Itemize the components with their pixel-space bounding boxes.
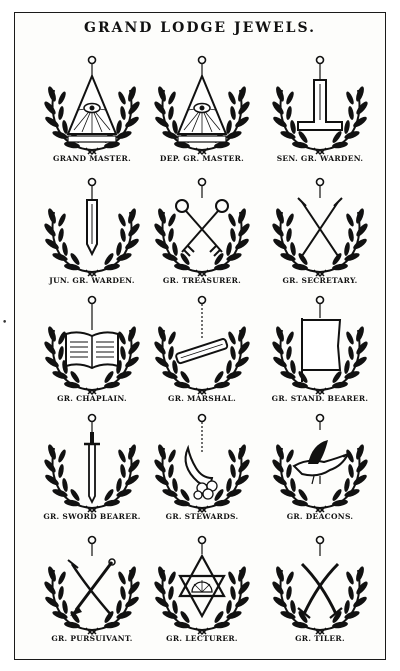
jewel-label: SEN. GR. WARDEN. — [276, 154, 364, 163]
jewel-item — [140, 290, 264, 414]
jewel-item — [258, 408, 382, 532]
banner-icon — [258, 290, 382, 400]
jewel-label: GR. STEWARDS. — [165, 512, 239, 521]
plumb-icon — [30, 172, 154, 282]
jewel-item — [258, 172, 382, 296]
cornucopia-icon — [140, 408, 264, 518]
jewel-item — [258, 290, 382, 414]
baton-icon — [140, 290, 264, 400]
crossed-swords-icon — [258, 530, 382, 640]
eye-in-triangle-icon — [140, 50, 264, 160]
jewel-label: GR. TILER. — [295, 634, 345, 643]
crossed-sword-trumpet-icon — [30, 530, 154, 640]
jewel-label: GR. STAND. BEARER. — [271, 394, 369, 403]
star-of-david-icon — [140, 530, 264, 640]
jewel-item — [140, 50, 264, 174]
jewel-label: GR. SECRETARY. — [282, 276, 358, 285]
crossed-keys-icon — [140, 172, 264, 282]
page-title: GRAND LODGE JEWELS. — [84, 20, 316, 36]
margin-mark: • — [2, 318, 8, 328]
jewel-label: GR. MARSHAL. — [167, 394, 237, 403]
jewel-label: GRAND MASTER. — [52, 154, 131, 163]
jewel-item — [140, 408, 264, 532]
sword-icon — [30, 408, 154, 518]
crossed-pens-icon — [258, 172, 382, 282]
jewel-label: GR. CHAPLAIN. — [57, 394, 127, 403]
level-icon — [258, 50, 382, 160]
jewel-label: GR. LECTURER. — [166, 634, 238, 643]
jewel-item — [140, 172, 264, 296]
jewel-item — [258, 50, 382, 174]
jewel-label: GR. DEACONS. — [286, 512, 354, 521]
jewel-item — [140, 530, 264, 654]
jewel-item — [258, 530, 382, 654]
dove-icon — [258, 408, 382, 518]
open-book-icon — [30, 290, 154, 400]
jewel-label: GR. PURSUIVANT. — [51, 634, 133, 643]
jewel-label: DEP. GR. MASTER. — [159, 154, 245, 163]
jewel-label: GR. SWORD BEARER. — [43, 512, 141, 521]
jewel-label: JUN. GR. WARDEN. — [49, 276, 135, 285]
jewel-label: GR. TREASURER. — [162, 276, 242, 285]
eye-in-triangle-icon — [30, 50, 154, 160]
